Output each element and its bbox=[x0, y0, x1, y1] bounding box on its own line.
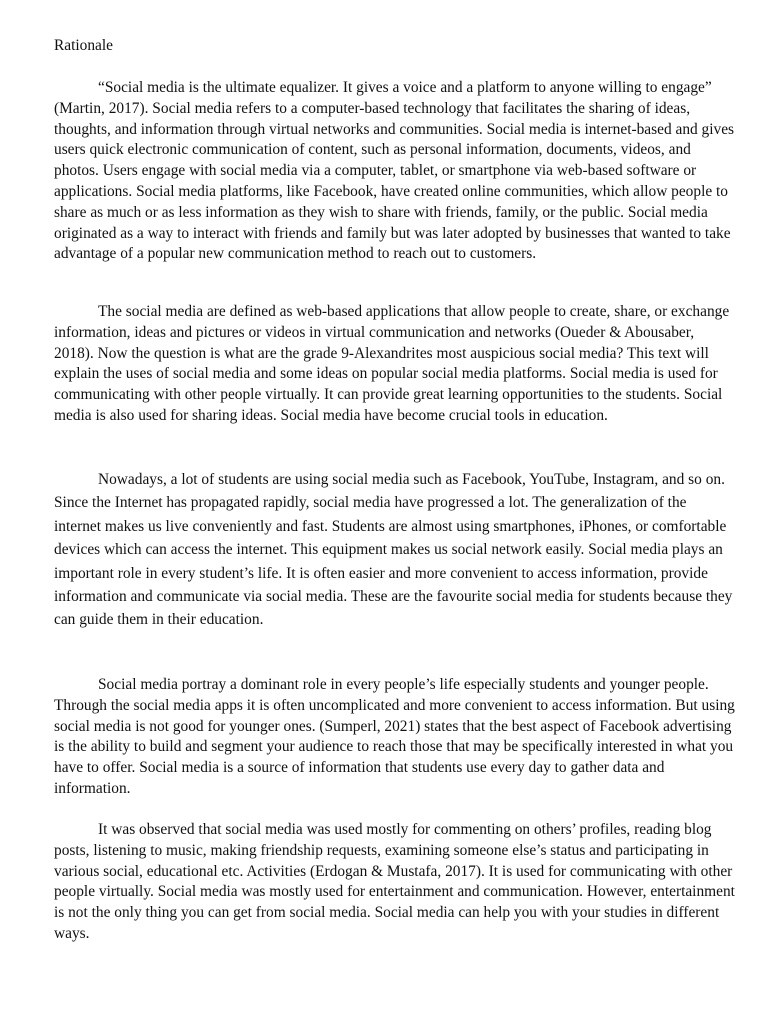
paragraph-observations: It was observed that social media was used mostly for commenting on others’ profiles, reading blog posts, listening to music, making friendship requests, examining someone else’s status and participating in various social, educational etc. Activities (Erdogan & Mustafa, 2017). It is used for communicating with other people virtually. Social media was mostly used for entertainment and communication. However, entertainment is not the only thing you can get from social media. Social media can help you with your studies in different ways. bbox=[54, 821, 735, 942]
paragraph-definition: The social media are defined as web-based applications that allow people to create, share, or exchange information, ideas and pictures or videos in virtual communication and networks (Oueder & Abousaber, 2018). Now the question is what are the grade 9-Alexandrites most auspicious social media? This text will explain the uses of social media and some ideas on popular social media platforms. Social media is used for communicating with other people virtually. It can provide great learning opportunities to the students. Social media is also used for sharing ideas. Social media have become crucial tools in education. bbox=[54, 303, 730, 424]
section-heading: Rationale bbox=[54, 37, 113, 54]
paragraph-students-usage: Nowadays, a lot of students are using social media such as Facebook, YouTube, Instagram, and so on. Since the Internet has propagated rapidly, social media have progressed a lot. The generalization of the internet makes us live conveniently and fast. Students are almost using smartphones, iPhones, or comfortable devices which can access the internet. This equipment makes us social network easily. Social media plays an important role in every student’s life. It is often easier and more convenient to access information, provide information and communicate via social media. These are the favourite social media for students because they can guide them in their education. bbox=[54, 471, 733, 629]
paragraph-intro: “Social media is the ultimate equalizer. It gives a voice and a platform to anyone willing to engage” (Martin, 2017). Social media refers to a computer-based technology that facilitates the sharing of ideas, thoughts, and information through virtual networks and communities. Social media is internet-based and gives users quick electronic communication of content, such as personal information, documents, videos, and photos. Users engage with social media via a computer, tablet, or smartphone via web-based software or applications. Social media platforms, like Facebook, have created online communities, which allow people to share as much or as less information as they wish to share with friends, family, or the public. Social media originated as a way to interact with friends and family but was later adopted by businesses that wanted to take advantage of a popular new communication method to reach out to customers. bbox=[54, 79, 735, 263]
paragraph-dominant-role: Social media portray a dominant role in every people’s life especially students and younger people. Through the social media apps it is often uncomplicated and more convenient to access information. But using social media is not good for younger ones. (Sumperl, 2021) states that the best aspect of Facebook advertising is the ability to build and segment your audience to reach those that may be specifically interested in what you have to offer. Social media is a source of information that students use every day to gather data and information. bbox=[54, 676, 735, 797]
